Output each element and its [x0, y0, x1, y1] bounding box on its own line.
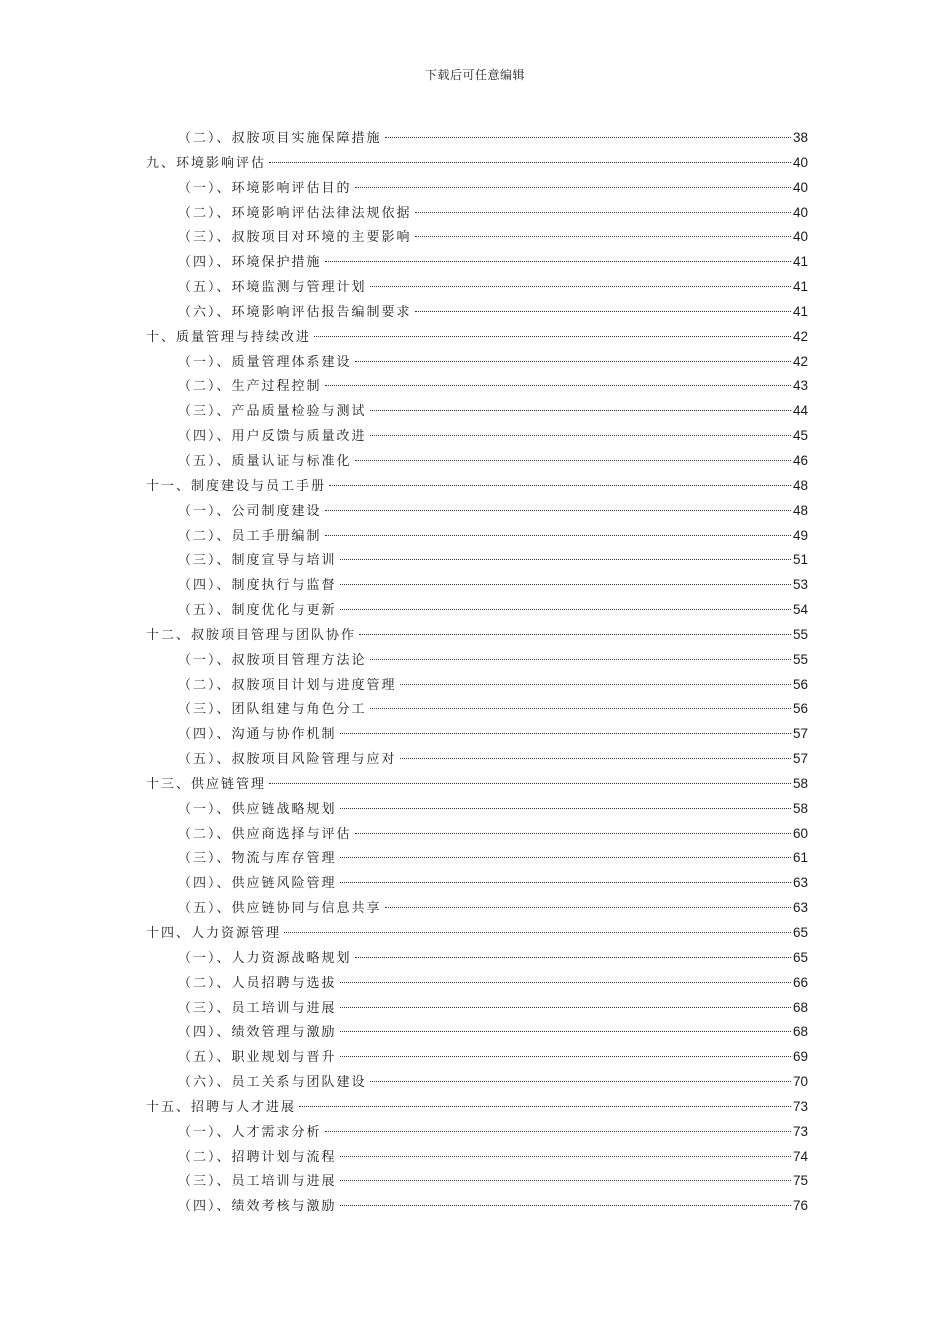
- toc-entry[interactable]: [146, 474, 808, 499]
- toc-entry[interactable]: [146, 1194, 808, 1219]
- toc-dot-leader: [269, 783, 791, 784]
- toc-dot-leader: [340, 1031, 791, 1032]
- toc-entry-title: （三）、产品质量检验与测试: [178, 404, 367, 420]
- toc-entry-title: （五）、制度优化与更新: [178, 603, 337, 619]
- toc-entry-page-number: 43: [792, 378, 808, 394]
- toc-entry-page-number: 42: [792, 328, 808, 344]
- toc-entry-title: （五）、质量认证与标准化: [178, 453, 352, 469]
- toc-entry[interactable]: [146, 275, 808, 300]
- toc-dot-leader: [370, 286, 791, 287]
- toc-dot-leader: [370, 708, 791, 709]
- toc-entry-page-number: 48: [792, 477, 808, 493]
- toc-entry-page-number: 69: [792, 1049, 808, 1065]
- toc-entry[interactable]: [146, 623, 808, 648]
- toc-entry-page-number: 57: [792, 726, 808, 742]
- toc-entry-title: （三）、员工培训与进展: [178, 1174, 337, 1190]
- toc-entry-title: （三）、叔胺项目对环境的主要影响: [178, 230, 412, 246]
- toc-entry[interactable]: [146, 722, 808, 747]
- toc-entry[interactable]: [146, 573, 808, 598]
- toc-entry[interactable]: [146, 548, 808, 573]
- toc-dot-leader: [415, 311, 791, 312]
- toc-entry[interactable]: [146, 648, 808, 673]
- toc-dot-leader: [325, 535, 791, 536]
- toc-entry-page-number: 44: [792, 403, 808, 419]
- toc-dot-leader: [370, 410, 791, 411]
- toc-entry-page-number: 73: [792, 1123, 808, 1139]
- toc-entry-page-number: 40: [792, 154, 808, 170]
- toc-entry-page-number: 54: [792, 602, 808, 618]
- toc-dot-leader: [355, 957, 791, 958]
- toc-dot-leader: [415, 212, 791, 213]
- toc-entry[interactable]: [146, 399, 808, 424]
- toc-dot-leader: [325, 1131, 791, 1132]
- toc-entry-title: 十三、供应链管理: [146, 776, 267, 792]
- toc-dot-leader: [284, 932, 791, 933]
- toc-dot-leader: [340, 1007, 791, 1008]
- toc-entry[interactable]: [146, 1095, 808, 1120]
- toc-dot-leader: [325, 261, 791, 262]
- toc-entry-title: （一）、叔胺项目管理方法论: [178, 652, 367, 668]
- toc-entry-page-number: 57: [792, 751, 808, 767]
- toc-entry-page-number: 65: [792, 949, 808, 965]
- toc-dot-leader: [325, 510, 791, 511]
- toc-dot-leader: [340, 1180, 791, 1181]
- toc-dot-leader: [299, 1106, 791, 1107]
- toc-entry-page-number: 75: [792, 1173, 808, 1189]
- toc-dot-leader: [415, 236, 791, 237]
- table-of-contents: [146, 126, 808, 1219]
- toc-entry-title: （一）、环境影响评估目的: [178, 180, 352, 196]
- toc-entry-title: （三）、物流与库存管理: [178, 851, 337, 867]
- toc-dot-leader: [370, 1081, 791, 1082]
- toc-dot-leader: [340, 982, 791, 983]
- toc-entry-title: （六）、员工关系与团队建设: [178, 1075, 367, 1091]
- toc-dot-leader: [329, 485, 791, 486]
- toc-entry[interactable]: [146, 1169, 808, 1194]
- toc-entry[interactable]: [146, 1045, 808, 1070]
- toc-entry[interactable]: [146, 126, 808, 151]
- toc-entry-page-number: 68: [792, 999, 808, 1015]
- toc-entry-page-number: 73: [792, 1098, 808, 1114]
- toc-entry[interactable]: [146, 822, 808, 847]
- toc-dot-leader: [340, 1156, 791, 1157]
- toc-dot-leader: [340, 559, 791, 560]
- toc-entry[interactable]: [146, 250, 808, 275]
- toc-entry-title: （四）、绩效考核与激励: [178, 1199, 337, 1215]
- toc-entry[interactable]: [146, 697, 808, 722]
- toc-entry-page-number: 68: [792, 1024, 808, 1040]
- toc-entry-title: （五）、职业规划与晋升: [178, 1050, 337, 1066]
- toc-entry-title: （二）、员工手册编制: [178, 528, 322, 544]
- toc-entry-page-number: 74: [792, 1148, 808, 1164]
- toc-dot-leader: [385, 137, 791, 138]
- toc-dot-leader: [400, 684, 791, 685]
- toc-entry-page-number: 76: [792, 1198, 808, 1214]
- toc-dot-leader: [340, 1205, 791, 1206]
- toc-entry-title: （四）、供应链风险管理: [178, 876, 337, 892]
- toc-entry-title: 十五、招聘与人才进展: [146, 1099, 297, 1115]
- toc-dot-leader: [400, 758, 791, 759]
- toc-entry-title: 十、质量管理与持续改进: [146, 329, 312, 345]
- toc-dot-leader: [340, 882, 791, 883]
- toc-entry[interactable]: [146, 772, 808, 797]
- toc-entry[interactable]: [146, 449, 808, 474]
- toc-dot-leader: [340, 1056, 791, 1057]
- toc-entry-page-number: 55: [792, 626, 808, 642]
- toc-dot-leader: [325, 385, 791, 386]
- toc-entry[interactable]: [146, 176, 808, 201]
- toc-entry[interactable]: [146, 598, 808, 623]
- toc-entry-page-number: 56: [792, 676, 808, 692]
- toc-entry-title: （四）、环境保护措施: [178, 255, 322, 271]
- toc-entry-title: （二）、叔胺项目计划与进度管理: [178, 677, 397, 693]
- toc-entry-page-number: 70: [792, 1074, 808, 1090]
- toc-entry[interactable]: [146, 374, 808, 399]
- toc-entry-page-number: 41: [792, 254, 808, 270]
- toc-dot-leader: [340, 733, 791, 734]
- toc-entry-title: （四）、用户反馈与质量改进: [178, 429, 367, 445]
- toc-dot-leader: [340, 584, 791, 585]
- toc-dot-leader: [340, 808, 791, 809]
- toc-dot-leader: [340, 857, 791, 858]
- toc-dot-leader: [355, 833, 791, 834]
- toc-entry-page-number: 49: [792, 527, 808, 543]
- toc-entry[interactable]: [146, 499, 808, 524]
- toc-entry-title: （五）、供应链协同与信息共享: [178, 901, 382, 917]
- page-header: 下载后可任意编辑: [424, 68, 525, 82]
- toc-entry-title: 十四、人力资源管理: [146, 926, 282, 941]
- toc-entry[interactable]: [146, 797, 808, 822]
- toc-entry[interactable]: [146, 201, 808, 226]
- toc-entry-title: （二）、生产过程控制: [178, 379, 322, 395]
- toc-entry-page-number: 41: [792, 303, 808, 319]
- toc-dot-leader: [385, 907, 791, 908]
- toc-entry-title: （四）、制度执行与监督: [178, 578, 337, 594]
- toc-entry[interactable]: [146, 946, 808, 971]
- toc-entry-title: （一）、供应链战略规划: [178, 801, 337, 817]
- toc-entry-title: （二）、叔胺项目实施保障措施: [178, 131, 382, 146]
- toc-entry[interactable]: [146, 1020, 808, 1045]
- toc-entry-page-number: 65: [792, 925, 808, 940]
- toc-entry-title: （一）、质量管理体系建设: [178, 354, 352, 370]
- toc-entry[interactable]: [146, 971, 808, 996]
- toc-entry-page-number: 45: [792, 428, 808, 444]
- toc-entry-title: （二）、人员招聘与选拔: [178, 975, 337, 991]
- toc-entry-title: （四）、沟通与协作机制: [178, 727, 337, 743]
- toc-entry[interactable]: [146, 996, 808, 1021]
- toc-entry[interactable]: [146, 846, 808, 871]
- toc-entry[interactable]: [146, 747, 808, 772]
- toc-entry-title: （一）、人才需求分析: [178, 1124, 322, 1140]
- toc-entry-title: （一）、人力资源战略规划: [178, 950, 352, 966]
- toc-entry-page-number: 46: [792, 452, 808, 468]
- toc-entry-title: （二）、招聘计划与流程: [178, 1149, 337, 1165]
- toc-dot-leader: [314, 336, 791, 337]
- toc-entry-page-number: 41: [792, 279, 808, 295]
- toc-dot-leader: [359, 634, 791, 635]
- toc-entry-page-number: 61: [792, 850, 808, 866]
- toc-entry-page-number: 42: [792, 353, 808, 369]
- toc-entry[interactable]: [146, 1145, 808, 1170]
- toc-entry-page-number: 56: [792, 701, 808, 717]
- toc-entry[interactable]: [146, 1120, 808, 1145]
- toc-entry[interactable]: [146, 673, 808, 698]
- toc-entry-page-number: 53: [792, 577, 808, 593]
- toc-entry[interactable]: [146, 896, 808, 921]
- toc-entry-title: （二）、环境影响评估法律法规依据: [178, 205, 412, 221]
- toc-entry-page-number: 40: [792, 204, 808, 220]
- toc-entry[interactable]: [146, 424, 808, 449]
- toc-dot-leader: [269, 162, 791, 163]
- toc-entry-title: （三）、员工培训与进展: [178, 1000, 337, 1016]
- toc-entry[interactable]: [146, 350, 808, 375]
- toc-entry-title: （五）、环境监测与管理计划: [178, 280, 367, 296]
- toc-entry-title: （三）、制度宣导与培训: [178, 553, 337, 569]
- toc-entry[interactable]: [146, 225, 808, 250]
- toc-entry-page-number: 63: [792, 875, 808, 891]
- toc-entry-page-number: 66: [792, 974, 808, 990]
- toc-dot-leader: [355, 187, 791, 188]
- toc-entry[interactable]: [146, 325, 808, 350]
- toc-entry[interactable]: [146, 151, 808, 176]
- toc-entry-title: （三）、团队组建与角色分工: [178, 702, 367, 718]
- toc-entry-title: 九、环境影响评估: [146, 155, 267, 171]
- toc-entry-page-number: 48: [792, 502, 808, 518]
- toc-dot-leader: [370, 659, 791, 660]
- toc-entry-title: 十一、制度建设与员工手册: [146, 478, 327, 494]
- toc-entry-page-number: 60: [792, 825, 808, 841]
- toc-entry-page-number: 40: [792, 229, 808, 245]
- toc-entry-title: （五）、叔胺项目风险管理与应对: [178, 752, 397, 768]
- toc-entry-page-number: 40: [792, 179, 808, 195]
- toc-dot-leader: [370, 435, 791, 436]
- toc-entry-page-number: 58: [792, 775, 808, 791]
- toc-dot-leader: [340, 609, 791, 610]
- toc-entry-page-number: 58: [792, 800, 808, 816]
- toc-entry-page-number: 55: [792, 651, 808, 667]
- toc-entry-title: （二）、供应商选择与评估: [178, 826, 352, 842]
- toc-dot-leader: [355, 361, 791, 362]
- toc-dot-leader: [355, 460, 791, 461]
- toc-entry-title: （一）、公司制度建设: [178, 503, 322, 519]
- toc-entry[interactable]: [146, 300, 808, 325]
- toc-entry[interactable]: [146, 871, 808, 896]
- toc-entry[interactable]: [146, 1070, 808, 1095]
- toc-entry-title: （六）、环境影响评估报告编制要求: [178, 304, 412, 320]
- toc-entry-page-number: 38: [792, 130, 808, 145]
- toc-entry-title: 十二、叔胺项目管理与团队协作: [146, 627, 357, 643]
- toc-entry-page-number: 63: [792, 900, 808, 916]
- toc-entry-page-number: 51: [792, 552, 808, 568]
- toc-entry[interactable]: [146, 524, 808, 549]
- toc-entry[interactable]: [146, 921, 808, 946]
- toc-entry-title: （四）、绩效管理与激励: [178, 1025, 337, 1041]
